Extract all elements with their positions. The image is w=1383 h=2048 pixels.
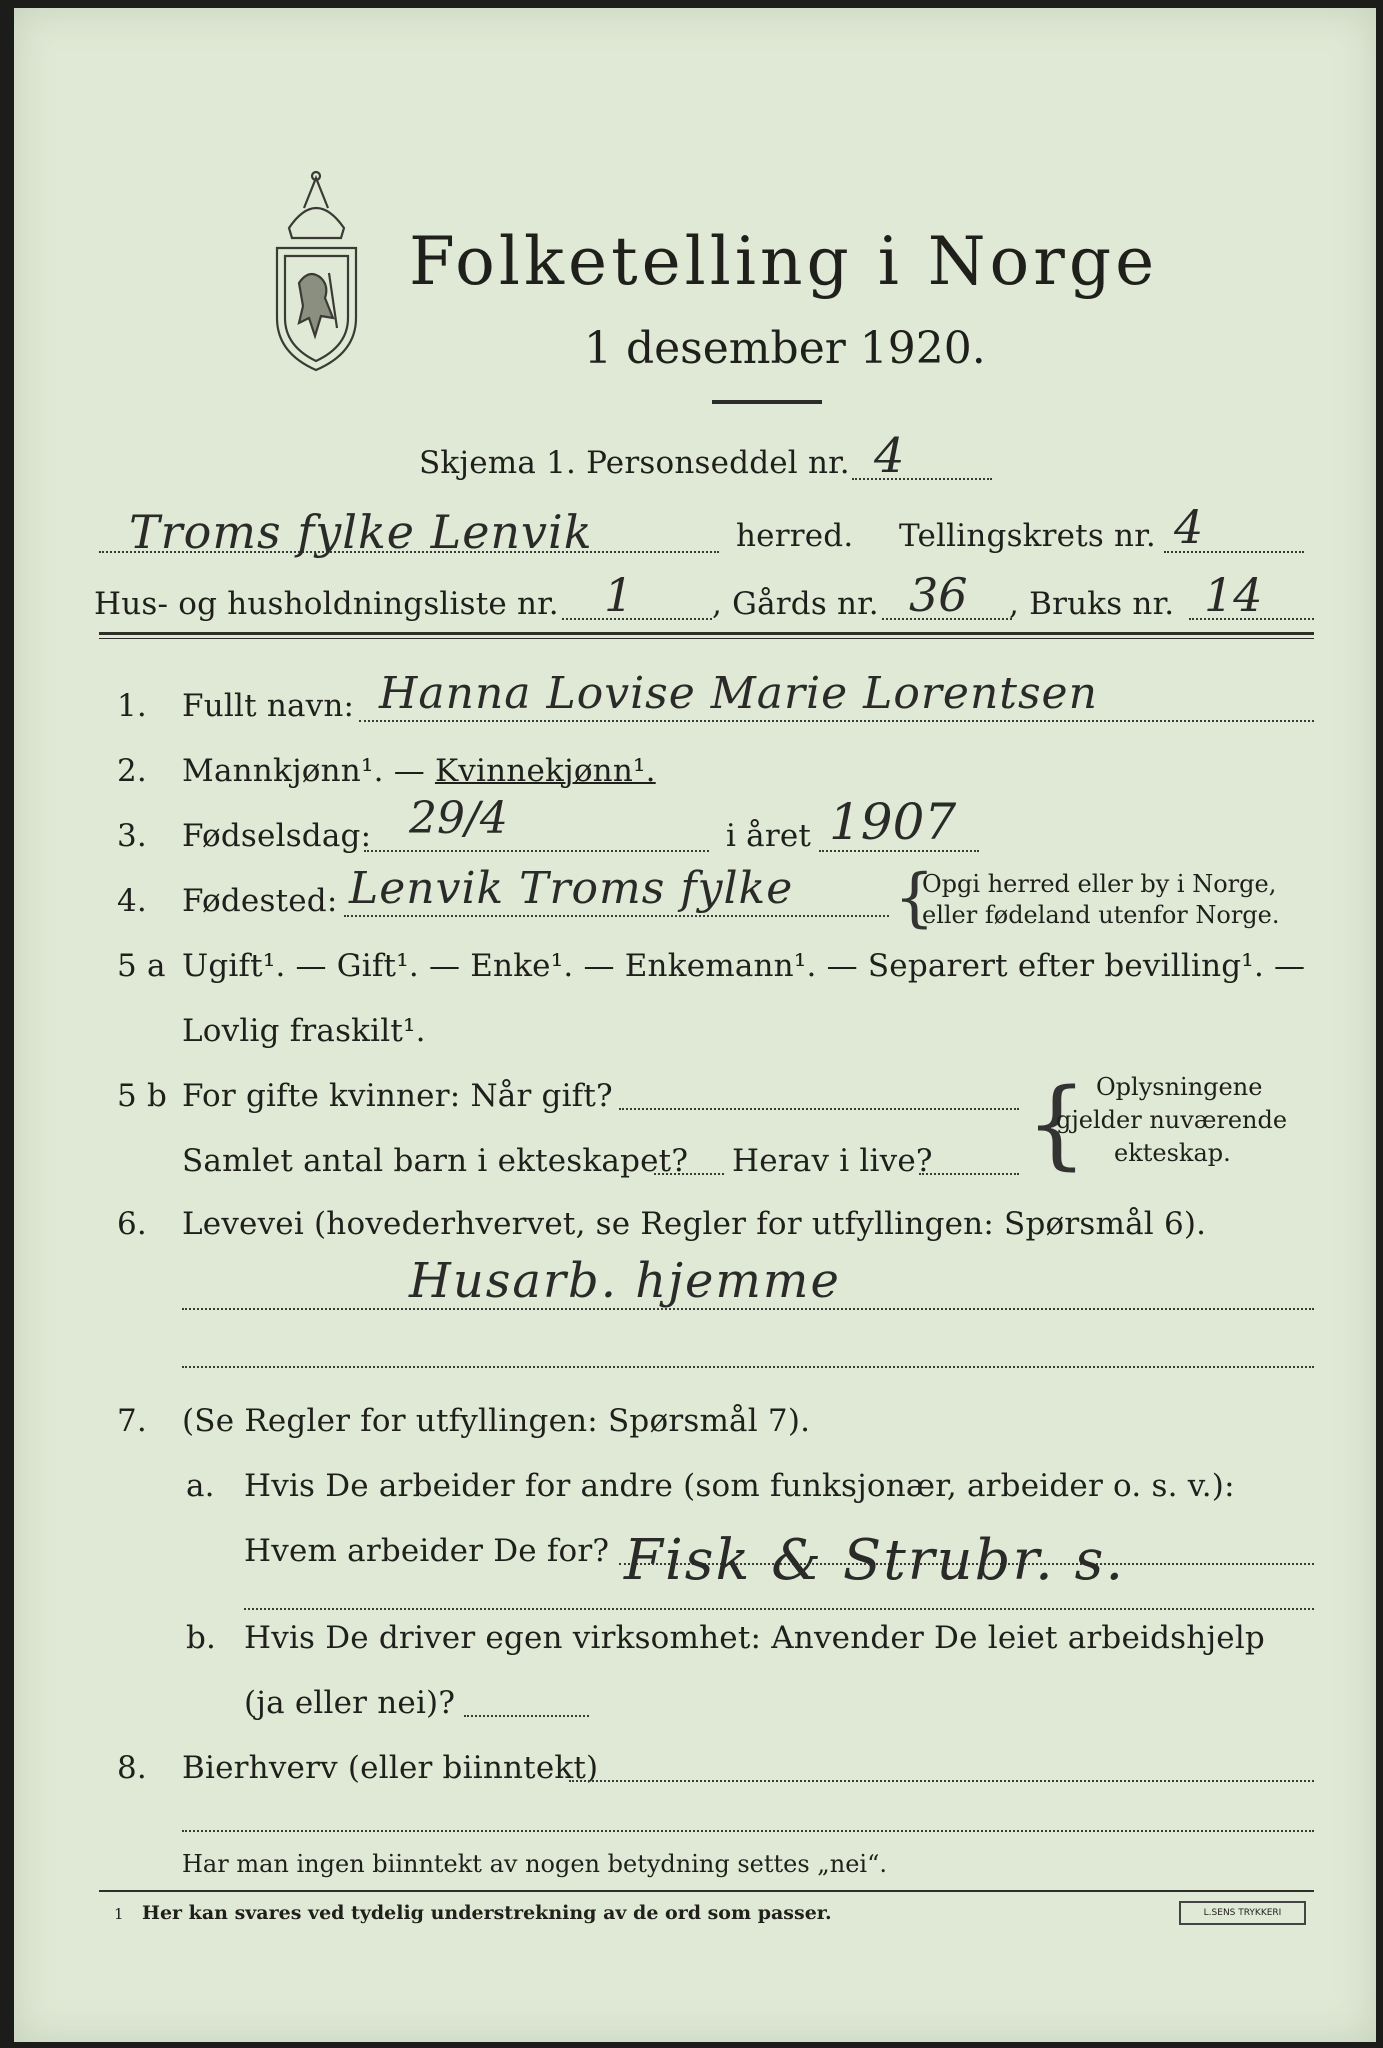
q1-label: Fullt navn: [182,688,355,724]
q5b-brace: { [1026,1068,1088,1180]
q4-value[interactable]: Lenvik Troms fylke [349,863,794,914]
q5b-note-line3: ekteskap. [1114,1139,1231,1167]
q1-number: 1. [117,688,147,724]
form-date: 1 desember 1920. [584,323,986,374]
q6-field-line2 [182,1366,1314,1368]
q7a-number: a. [186,1468,215,1504]
header-separator [99,632,1314,635]
hus-value[interactable]: 1 [604,568,634,622]
gards-value[interactable]: 36 [909,568,968,622]
q2-text [182,753,656,789]
q7b-label: (ja eller nei)? [244,1685,456,1721]
q4-note-line1: Opgi herred eller by i Norge, [922,870,1277,898]
printer-stamp: L.SENS TRYKKERI [1179,1901,1306,1925]
q5b-alive-line[interactable] [919,1173,1019,1175]
q5b-note-line1: Oplysningene [1096,1073,1263,1101]
q2-male[interactable]: Mannkjønn¹. [182,753,384,789]
q3-label: Fødselsdag: [182,818,372,854]
q4-field-line [344,915,889,917]
q4-note-line2: eller fødeland utenfor Norge. [922,901,1280,929]
hus-label: Hus- og husholdningsliste nr. [94,586,559,622]
q6-value[interactable]: Husarb. hjemme [409,1253,841,1309]
q8-number: 8. [117,1750,147,1786]
q1-value[interactable]: Hanna Lovise Marie Lorentsen [379,668,1098,719]
q8-field-line1[interactable] [569,1780,1314,1782]
bruks-value[interactable]: 14 [1204,568,1263,622]
bruks-label: , Bruks nr. [1009,586,1175,622]
q3-number: 3. [117,818,147,854]
q6-number: 6. [117,1206,147,1242]
q7a-field-line2 [244,1608,1314,1610]
tellingskrets-label: Tellingskrets nr. [899,518,1156,554]
q1-field-line [359,720,1314,722]
q5b-when-married-label: For gifte kvinner: Når gift? [182,1078,613,1114]
footer-separator [99,1890,1314,1892]
q2-sep: — [383,753,435,789]
q4-label: Fødested: [182,883,338,919]
q4-number: 4. [117,883,147,919]
form-title: Folketelling i Norge [409,223,1159,300]
q7-label: (Se Regler for utfyllingen: Spørsmål 7). [182,1403,811,1439]
skjema-value[interactable]: 4 [874,428,905,484]
q7b-number: b. [186,1620,217,1656]
q2-number: 2. [117,753,147,789]
q7b-field-line[interactable] [464,1715,589,1717]
hus-field-line [562,618,712,620]
q8-label: Bierhverv (eller biinntekt) [182,1750,599,1786]
q7a-text: Hvis De arbeider for andre (som funksjonær, arbeider o. s. v.): [244,1468,1235,1504]
q3-field-line [364,850,709,852]
q4-brace: { [894,861,935,935]
q6-label: Levevei (hovederhvervet, se Regler for utfyllingen: Spørsmål 6). [182,1206,1207,1242]
skjema-label: Skjema 1. Personseddel nr. [419,445,850,481]
q5a-number: 5 a [117,948,166,984]
coat-of-arms-icon [259,168,374,373]
title-divider [712,400,822,404]
q7a-label: Hvem arbeider De for? [244,1533,610,1569]
q7a-value[interactable]: Fisk & Strubr. s. [624,1528,1126,1593]
q3-value[interactable]: 29/4 [409,793,508,844]
q5b-number: 5 b [117,1078,168,1114]
q5b-note-line2: gjelder nuværende [1056,1106,1288,1134]
q6-field-line1 [182,1308,1314,1310]
q5a-options-line2[interactable]: Lovlig fraskilt¹. [182,1013,426,1049]
q7-number: 7. [117,1403,147,1439]
q7b-text: Hvis De driver egen virksomhet: Anvender De leiet arbeidshjelp [244,1620,1265,1656]
header-separator-thin [99,638,1314,639]
q8-note: Har man ingen biinntekt av nogen betydning settes „nei“. [182,1850,887,1878]
gards-label: , Gårds nr. [712,586,879,622]
q5a-options[interactable]: Ugift¹. — Gift¹. — Enke¹. — Enkemann¹. — Separert efter bevilling¹. — [182,948,1306,984]
q2-female[interactable]: Kvinnekjønn¹. [434,753,656,789]
fylke-value[interactable]: Troms fylke Lenvik [129,505,593,559]
herred-label: herred. [736,518,854,554]
census-form [14,8,1376,2042]
q5b-children-label: Samlet antal barn i ekteskapet? [182,1143,689,1179]
q5b-children-line[interactable] [654,1173,724,1175]
footnote-text: Her kan svares ved tydelig understrekning av de ord som passer. [142,1902,832,1924]
q3-year-value[interactable]: 1907 [829,793,957,851]
q8-field-line2[interactable] [182,1830,1314,1832]
q5b-alive-label: Herav i live? [732,1143,933,1179]
q5b-when-married-line[interactable] [619,1108,1019,1110]
q3-year-label: i året [726,818,812,854]
footnote-mark: 1 [114,1905,124,1923]
skjema-field-line [852,478,992,480]
tellingskrets-value[interactable]: 4 [1174,500,1204,554]
